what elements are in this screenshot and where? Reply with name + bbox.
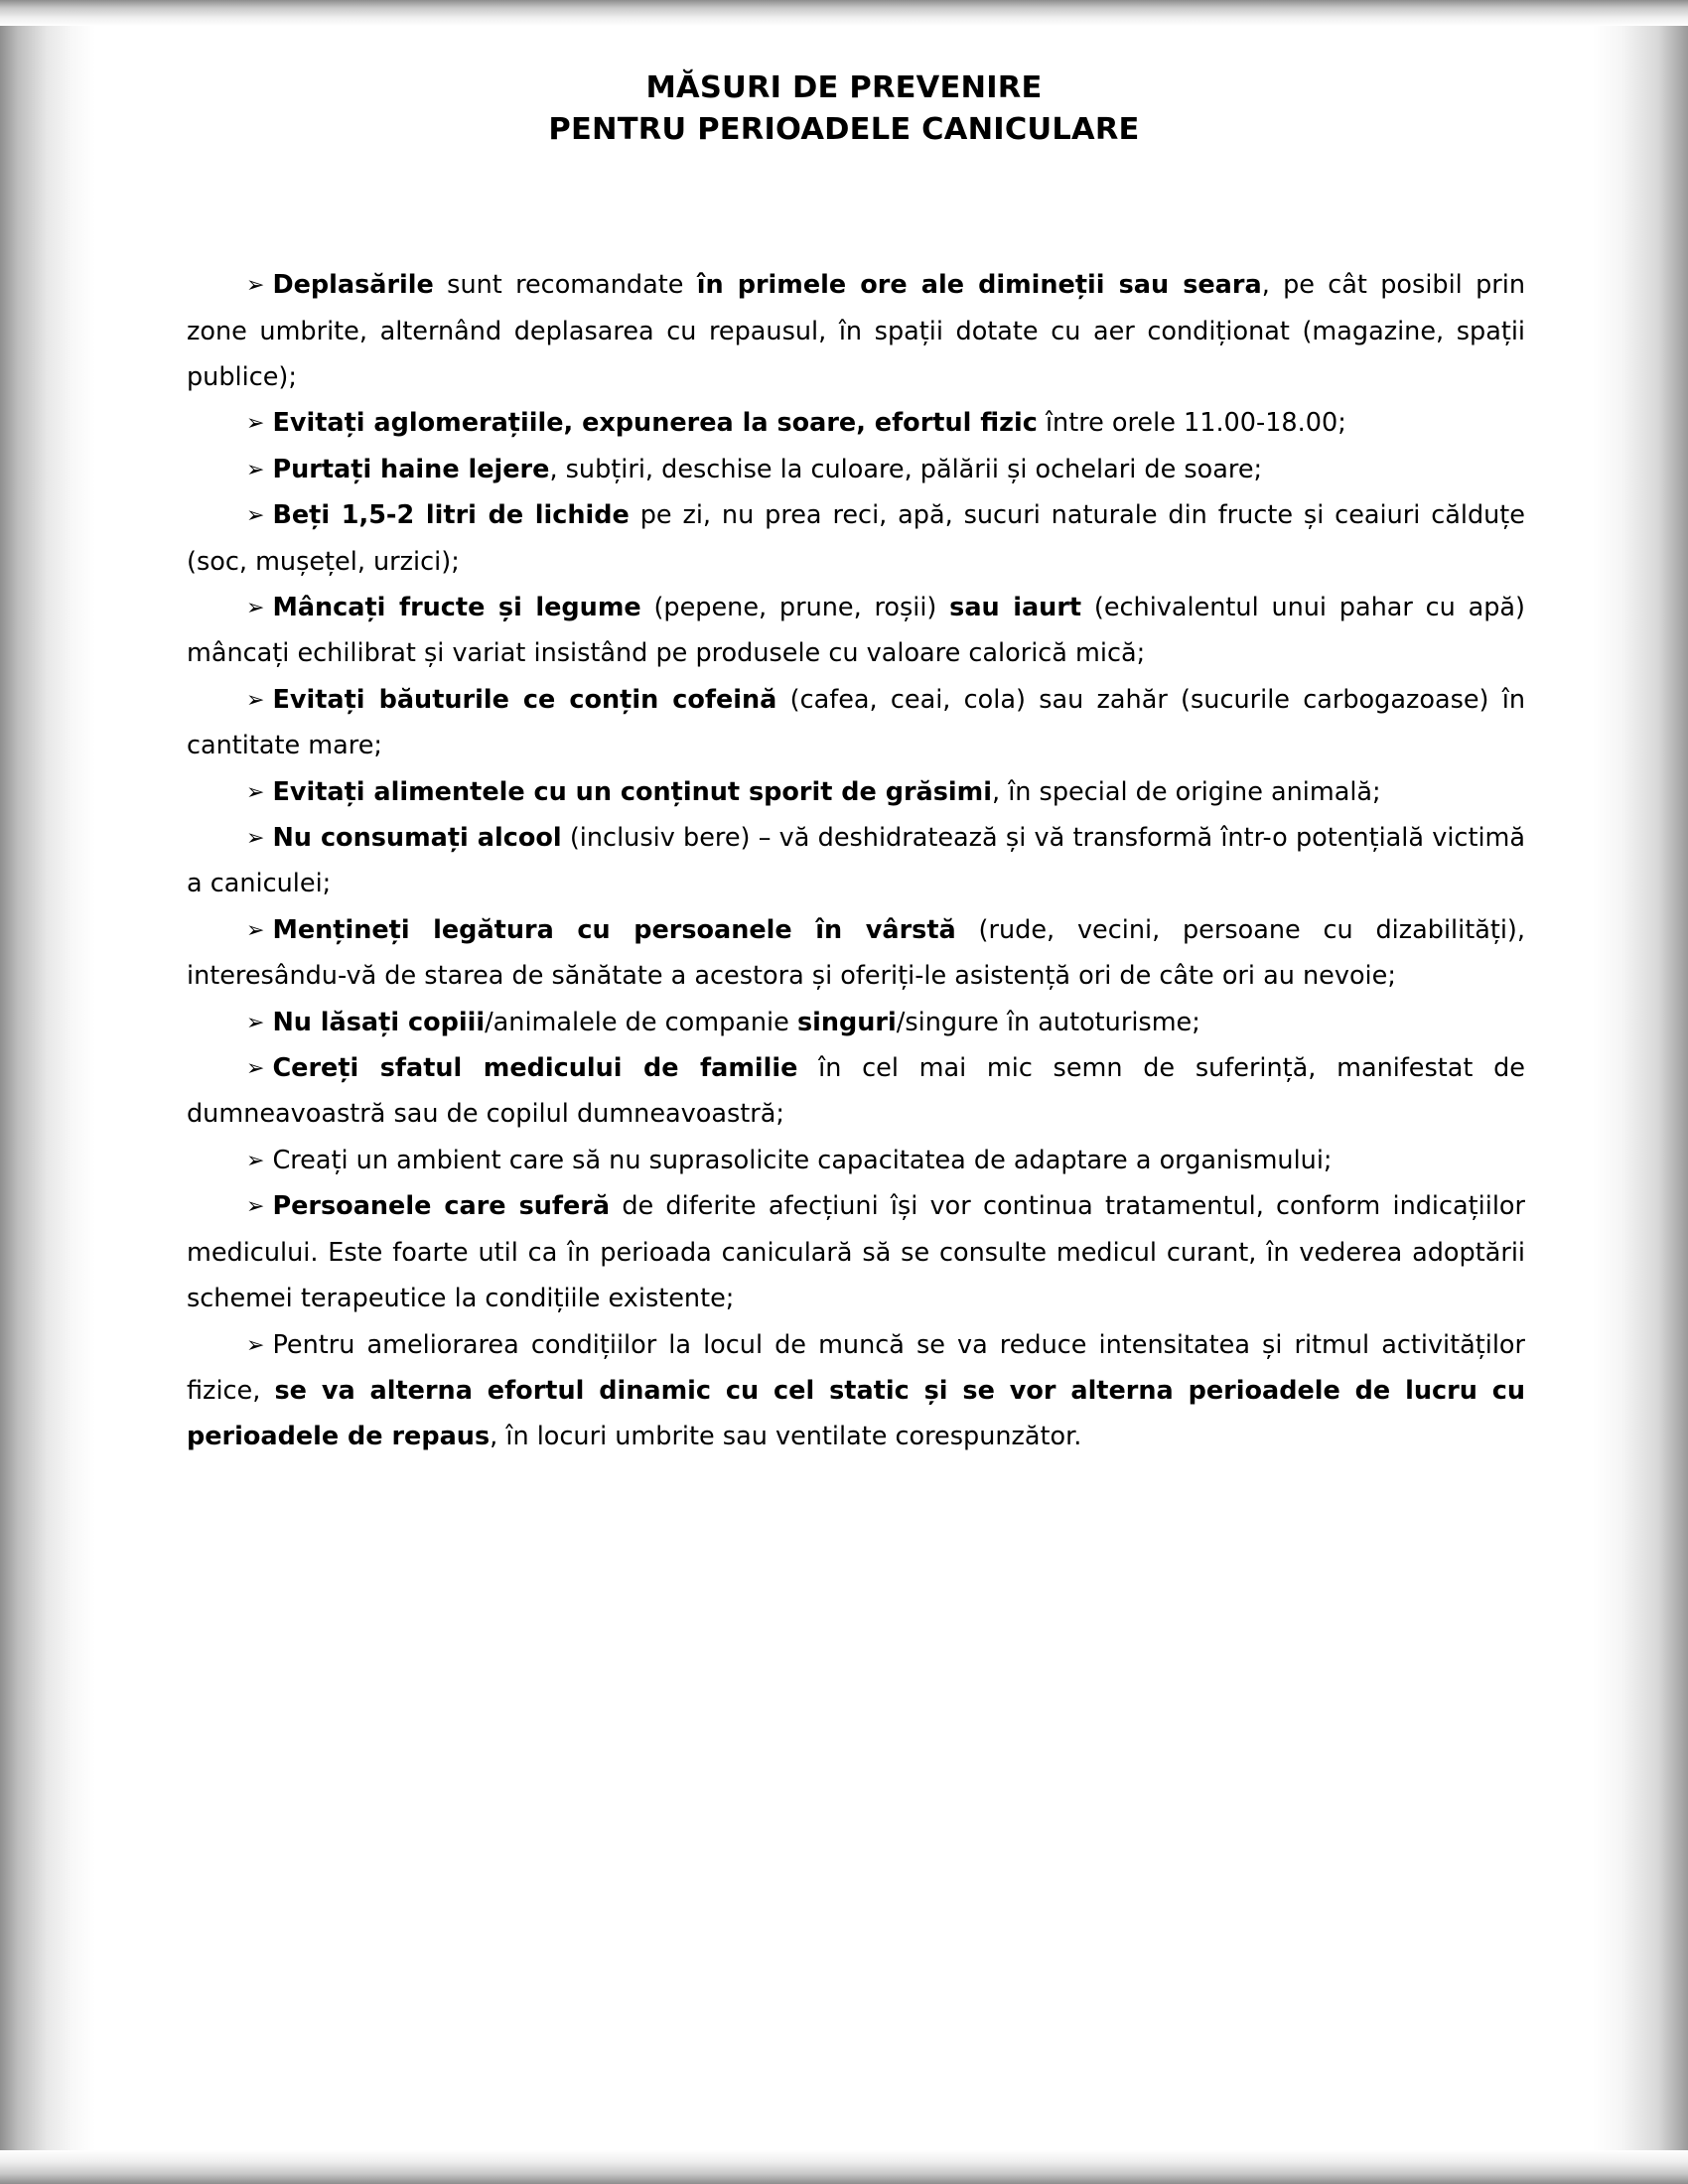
bullet-arrow-icon: ➢ — [246, 411, 265, 437]
page-title — [95, 26, 1593, 151]
list-item-text: de diferite afecțiuni își vor continua tratamentul, conform indicațiilor medicului. Este foarte util ca în perioada caniculară să se consulte medicul curant, în vederea adoptării schemei terapeutice la condițiile existente; — [187, 1191, 1525, 1314]
document-sheet — [95, 26, 1593, 2150]
list-item — [187, 1322, 1525, 1460]
list-item — [187, 585, 1525, 677]
list-item — [187, 1045, 1525, 1138]
list-item-emphasis: Evitați aglomerațiile, expunerea la soare, efortul fizic — [272, 408, 1038, 439]
bullet-arrow-icon: ➢ — [246, 1332, 265, 1358]
list-item-emphasis: Beți 1,5-2 litri de lichide — [272, 500, 630, 531]
list-item — [187, 492, 1525, 585]
list-item-text: (pepene, prune, roșii) — [640, 593, 950, 622]
list-item-emphasis: Nu consumați alcool — [272, 823, 562, 854]
bullet-arrow-icon: ➢ — [246, 503, 265, 529]
list-item-text: , în special de origine animală; — [991, 776, 1381, 807]
list-item-emphasis: Deplasările — [272, 270, 434, 301]
list-item — [187, 447, 1525, 492]
bullet-arrow-icon: ➢ — [246, 1056, 265, 1082]
bullet-arrow-icon: ➢ — [246, 826, 265, 852]
bullet-arrow-icon: ➢ — [246, 1194, 265, 1220]
list-item — [187, 677, 1525, 769]
list-item-text: (cafea, ceai, cola) sau zahăr (sucurile carbogazoase) în cantitate mare; — [187, 684, 1525, 761]
list-item — [187, 815, 1525, 907]
list-item-text: între orele 11.00-18.00; — [1037, 408, 1346, 439]
list-item-emphasis: sau iaurt — [949, 593, 1082, 622]
list-item-text: , pe cât posibil prin zone umbrite, alternând deplasarea cu repausul, în spații dotate cu aer condiționat (magazine, spații publice); — [187, 270, 1525, 392]
list-item-text: Creați un ambient care să nu suprasolicite capacitatea de adaptare a organismului; — [272, 1145, 1333, 1175]
title-line-1: MĂSURI DE PREVENIRE — [645, 70, 1043, 105]
list-item-emphasis: Nu lăsați copiii — [272, 1007, 486, 1037]
recommendations-list — [95, 262, 1593, 1460]
list-item-text: sunt recomandate — [433, 270, 697, 301]
list-item-emphasis: Cereți sfatul medicului de familie — [272, 1053, 798, 1084]
list-item — [187, 262, 1525, 400]
list-item-emphasis: Mâncați fructe și legume — [272, 593, 641, 622]
list-item-text: (inclusiv bere) – vă deshidratează și vă transformă într-o potențială victimă a caniculei; — [187, 823, 1525, 899]
list-item-emphasis: Evitați băuturile ce conțin cofeină — [272, 684, 777, 715]
bullet-arrow-icon: ➢ — [246, 779, 265, 805]
list-item-emphasis: Evitați alimentele cu un conținut sporit de grăsimi — [272, 776, 992, 807]
list-item-emphasis: singuri — [796, 1007, 897, 1037]
title-line-2: PENTRU PERIOADELE CANICULARE — [548, 112, 1140, 148]
list-item-text: , subțiri, deschise la culoare, pălării și ochelari de soare; — [549, 454, 1263, 484]
bullet-arrow-icon: ➢ — [246, 687, 265, 713]
list-item-text: Pentru ameliorarea condițiilor la locul de muncă se va reduce intensitatea și ritmul activităților fizice, — [187, 1329, 1525, 1406]
list-item-emphasis: se va alterna efortul dinamic cu cel static și se vor alterna perioadele de lucru cu perioadele de repaus — [187, 1375, 1525, 1452]
list-item-text: (echivalentul unui pahar cu apă) mâncați echilibrat și variat insistând pe produsele cu valoare calorică mică; — [187, 593, 1525, 669]
bullet-arrow-icon: ➢ — [246, 1148, 265, 1173]
list-item-emphasis: Purtați haine lejere — [272, 454, 550, 484]
list-item — [187, 400, 1525, 446]
list-item-text: (rude, vecini, persoane cu dizabilități), interesându-vă de starea de sănătate a acestora și oferiți-le asistență ori de câte ori au nevoie; — [187, 914, 1525, 992]
list-item-emphasis: Persoanele care suferă — [272, 1191, 611, 1222]
list-item-emphasis: în primele ore ale dimineții sau seara — [696, 270, 1262, 301]
bullet-arrow-icon: ➢ — [246, 457, 265, 482]
list-item — [187, 1138, 1525, 1183]
bullet-arrow-icon: ➢ — [246, 917, 265, 943]
list-item-text: /animalele de companie — [485, 1007, 797, 1037]
list-item — [187, 907, 1525, 1000]
list-item — [187, 1000, 1525, 1045]
list-item-text: /singure în autoturisme; — [896, 1007, 1200, 1037]
list-item-emphasis: Mențineți legătura cu persoanele în vârstă — [272, 914, 956, 945]
list-item-text: în cel mai mic semn de suferință, manifestat de dumneavoastră sau de copilul dumneavoastră; — [187, 1053, 1525, 1130]
list-item — [187, 1183, 1525, 1321]
bullet-arrow-icon: ➢ — [246, 273, 265, 299]
list-item — [187, 769, 1525, 815]
bullet-arrow-icon: ➢ — [246, 1010, 265, 1035]
bullet-arrow-icon: ➢ — [246, 596, 265, 620]
list-item-text: pe zi, nu prea reci, apă, sucuri naturale din fructe și ceaiuri călduțe (soc, mușețel, urzici); — [187, 500, 1525, 577]
list-item-text: , în locuri umbrite sau ventilate corespunzător. — [490, 1422, 1082, 1452]
